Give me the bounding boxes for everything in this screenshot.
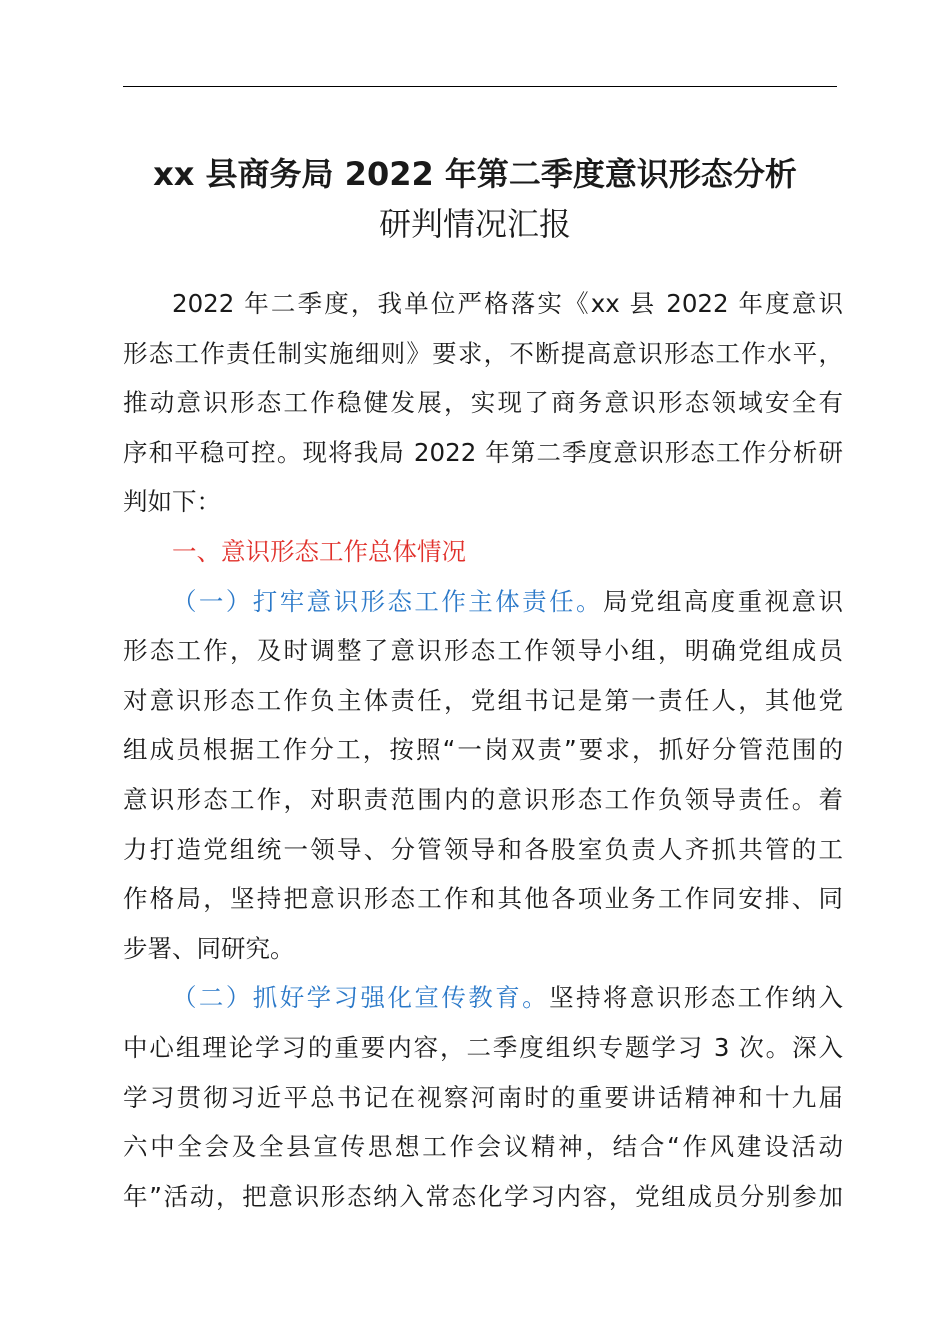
subsection-heading: （一）打牢意识形态工作主体责任。 (172, 586, 603, 616)
paragraph-line: 作格局，坚持把意识形态工作和其他各项业务工作同安排、同 (123, 884, 843, 914)
paragraph-text: 坚持将意识形态工作纳入 (549, 983, 843, 1013)
intro-line: 形态工作责任制实施细则》要求，不断提高意识形态工作水平， (123, 338, 843, 368)
intro-line: 推动意识形态工作稳健发展，实现了商务意识形态领域安全有 (123, 388, 843, 418)
document-title: xx 县商务局 2022 年第二季度意识形态分析 (153, 155, 797, 193)
paragraph-line: 力打造党组统一领导、分管领导和各股室负责人齐抓共管的工 (123, 834, 843, 864)
intro-line: 序和平稳可控。现将我局 2022 年第二季度意识形态工作分析研 (123, 437, 843, 467)
paragraph-line: 年”活动，把意识形态纳入常态化学习内容，党组成员分别参加 (123, 1181, 843, 1211)
paragraph-line: 组成员根据工作分工，按照“一岗双责”要求，抓好分管范围的 (123, 735, 843, 765)
paragraph-line: 对意识形态工作负主体责任，党组书记是第一责任人，其他党 (123, 685, 843, 715)
paragraph-text: 局党组高度重视意识 (603, 586, 843, 616)
subsection-heading: （二）抓好学习强化宣传教育。 (172, 983, 550, 1013)
subsection-first-line (123, 577, 843, 627)
header-rule (123, 86, 837, 87)
paragraph-line: 中心组理论学习的重要内容，二季度组织专题学习 3 次。深入 (123, 1032, 843, 1062)
section-heading: 一、意识形态工作总体情况 (172, 536, 466, 566)
paragraph-line: 六中全会及全县宣传思想工作会议精神，结合“作风建设活动 (123, 1132, 843, 1162)
paragraph-line: 形态工作，及时调整了意识形态工作领导小组，明确党组成员 (123, 636, 843, 666)
paragraph-line: 意识形态工作，对职责范围内的意识形态工作负领导责任。着 (123, 784, 843, 814)
document-title-continued: 研判情况汇报 (378, 205, 571, 243)
document-body (123, 279, 843, 1221)
paragraph-line: 学习贯彻习近平总书记在视察河南时的重要讲话精神和十九届 (123, 1082, 843, 1112)
subsection-first-line (123, 973, 843, 1023)
intro-line: 2022 年二季度，我单位严格落实《xx 县 2022 年度意识 (172, 289, 843, 318)
paragraph-line: 步署、同研究。 (123, 933, 295, 963)
intro-line: 判如下： (123, 487, 221, 517)
